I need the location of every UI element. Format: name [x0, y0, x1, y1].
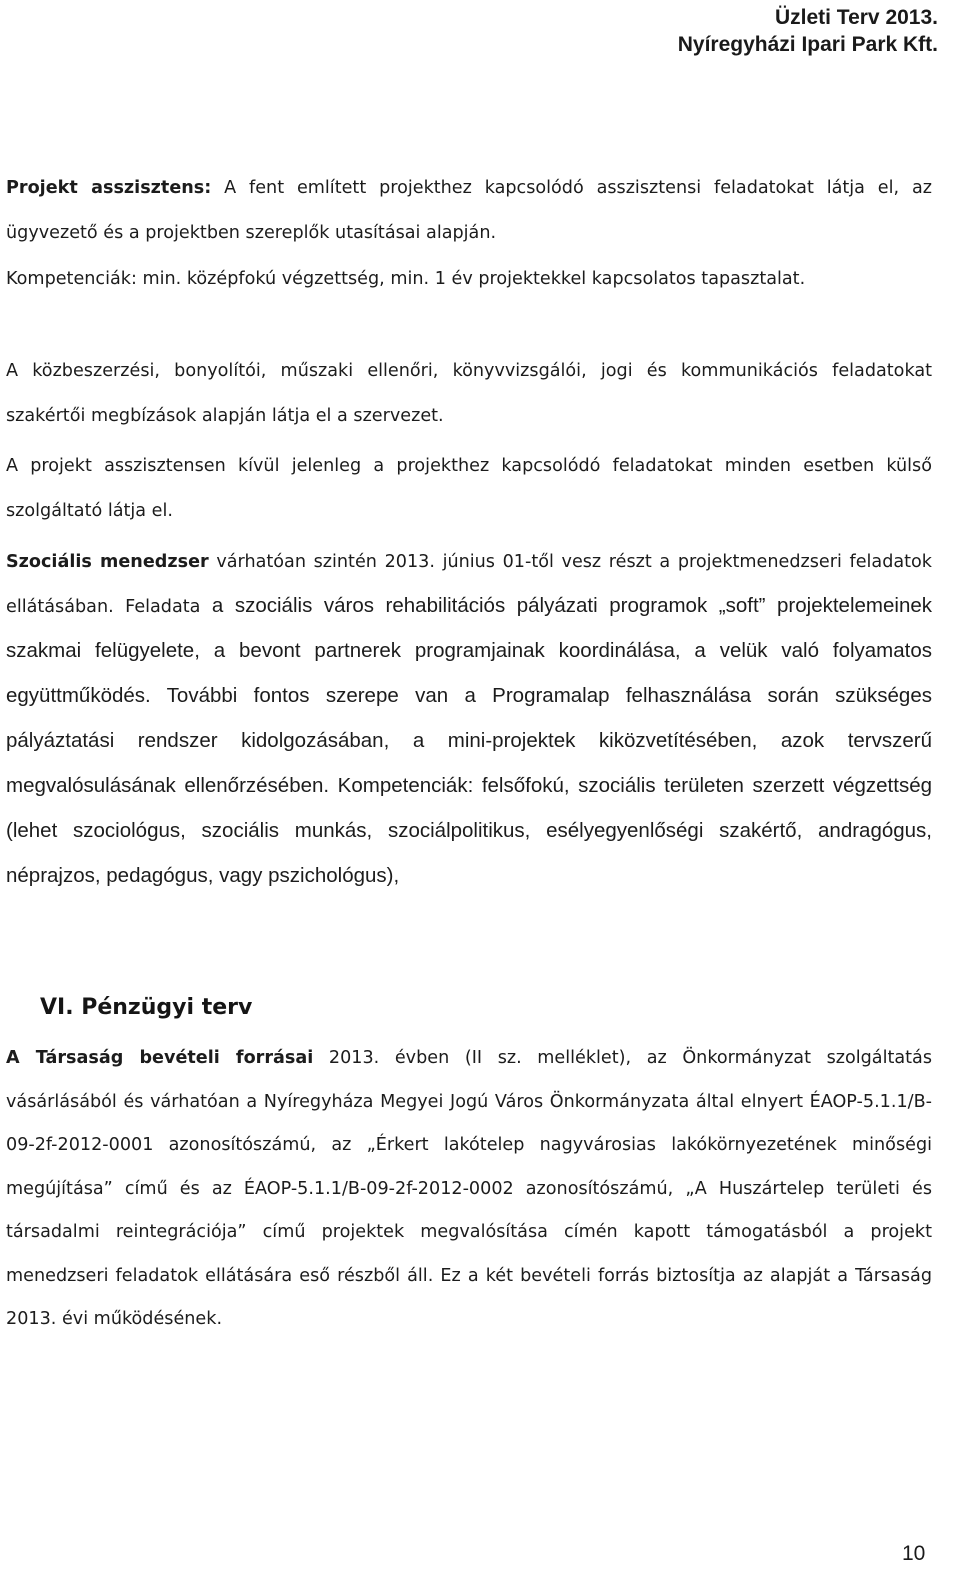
social-manager-label: Szociális menedzser: [6, 552, 209, 572]
paragraph-revenue-sources: [6, 1037, 932, 1342]
revenue-sources-label: A Társaság bevételi forrásai: [6, 1048, 314, 1068]
social-manager-text: várhatóan szintén 2013. június 01-től vesz részt a projektmenedzseri feladatok ellátásában. Feladata: [6, 552, 932, 617]
page-number: 10: [902, 1542, 926, 1565]
header-title: Üzleti Terv 2013.: [774, 6, 938, 29]
paragraph-external-provider: A projekt asszisztensen kívül jelenleg a projekthez kapcsolódó feladatokat minden esetben külső szolgáltató látja el.: [6, 456, 932, 521]
revenue-sources-text: 2013. évben (II sz. melléklet), az Önkormányzat szolgáltatás vásárlásából és várhatóan a Nyíregyháza Megyei Jogú Város Önkormányzata által elnyert ÉAOP-5.1.1/B-09-2f-2012-0001 azonosítószámú, az „Érkert lakótelep nagyvárosias lakókörnyezetének minőségi megújítása” című és az ÉAOP-5.1.1/B-09-2f-2012-0002 azonosítószámú, „A Huszártelep területi és társadalmi reintegrációja” című projektek megvalósítása címén kapott támogatásból a projekt menedzseri feladatok ellátására eső részből áll. Ez a két bevételi forrás biztosítja az alapját a Társaság 2013. évi működésének.: [6, 1048, 933, 1329]
paragraph-expert-tasks: A közbeszerzési, bonyolítói, műszaki ellenőri, könyvvizsgálói, jogi és kommunikációs feladatokat szakértői megbízások alapján látja el a szervezet.: [6, 361, 932, 426]
paragraph-project-assistant: [6, 166, 932, 256]
paragraph-competencies: Kompetenciák: min. középfokú végzettség, min. 1 év projektekkel kapcsolatos tapasztalat.: [6, 269, 806, 289]
social-manager-duties: a szociális város rehabilitációs pályázati programok „soft” projektelemeinek szakmai felügyelete, a bevont partnerek programjainak koordinálása, a velük való folyamatos együttműködés. További fontos szerepe van a Programalap felhasználása során szükséges pályáztatási rendszer kidolgozásában, a mini-projektek kiközvetítésében, azok tervszerű megvalósulásának ellenőrzésében. Kompetenciák: felsőfokú, szociális területen szerzett végzettség (lehet szociológus, szociális munkás, szociálpolitikus, esélyegyenlőségi szakértő, andragógus, néprajzos, pedagógus, vagy pszichológus),: [6, 594, 932, 887]
paragraph-social-manager: [6, 540, 932, 899]
project-assistant-label: Projekt asszisztens:: [6, 178, 212, 198]
project-assistant-text: A fent említett projekthez kapcsolódó asszisztensi feladatokat látja el, az ügyvezető és a projektben szereplők utasításai alapján.: [6, 178, 932, 243]
section-title: VI. Pénzügyi terv: [40, 995, 253, 1020]
page-header: [678, 4, 938, 58]
header-company: Nyíregyházi Ipari Park Kft.: [677, 33, 938, 56]
